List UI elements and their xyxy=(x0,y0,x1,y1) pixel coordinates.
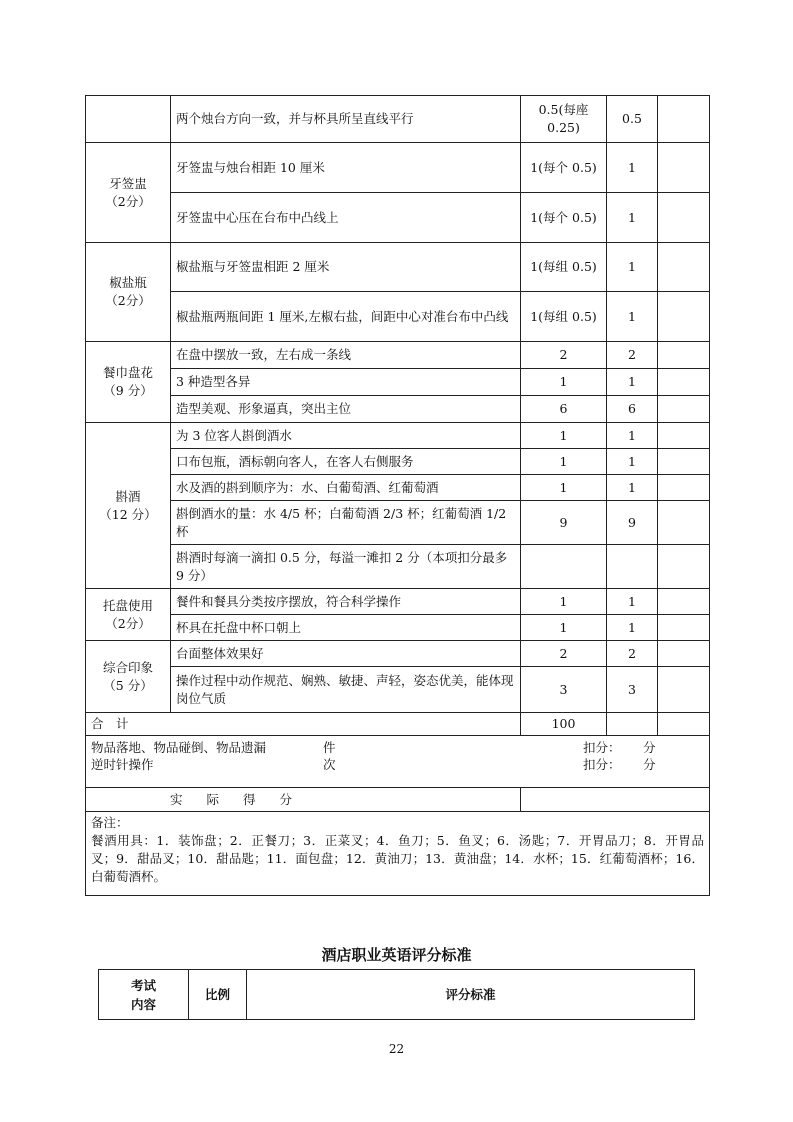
points-cell: 1 xyxy=(607,143,658,193)
score-cell: 1(每组 0.5) xyxy=(521,292,607,342)
penalty-unit: 件 xyxy=(323,740,336,755)
penalty-row xyxy=(86,736,710,788)
table-row xyxy=(86,475,710,501)
table-row xyxy=(86,396,710,423)
actual-score-row xyxy=(86,788,710,812)
penalty-deduct: 扣分： xyxy=(583,757,621,772)
score-cell: 1(每组 0.5) xyxy=(521,243,607,292)
item-cell: 椒盐瓶两瓶间距 1 厘米,左椒右盐，间距中心对准台布中凸线 xyxy=(171,292,521,342)
blank-cell xyxy=(658,369,710,396)
points-cell: 2 xyxy=(607,342,658,369)
penalty-item: 物品落地、物品碰倒、物品遗漏 xyxy=(91,740,267,755)
item-cell: 牙签盅中心压在台布中凸线上 xyxy=(171,193,521,243)
table-row xyxy=(86,449,710,475)
item-cell: 斟倒酒水的量：水 4/5 杯；白葡萄酒 2/3 杯；红葡萄酒 1/2 杯 xyxy=(171,501,521,545)
item-cell: 牙签盅与烛台相距 10 厘米 xyxy=(171,143,521,193)
header-criteria: 评分标准 xyxy=(247,970,695,1020)
score-cell: 1 xyxy=(521,589,607,615)
category-cell: 斟酒 （12 分） xyxy=(86,423,171,589)
blank-cell xyxy=(658,96,710,143)
actual-score-value xyxy=(521,788,710,812)
section-title: 酒店职业英语评分标准 xyxy=(321,946,472,964)
blank-cell xyxy=(658,501,710,545)
blank-cell xyxy=(658,243,710,292)
category-cell: 餐巾盘花 （9 分） xyxy=(86,342,171,423)
blank-cell xyxy=(658,713,710,736)
notes-heading: 备注： xyxy=(91,815,129,830)
table-row xyxy=(86,615,710,641)
blank-cell xyxy=(658,396,710,423)
table-row xyxy=(86,96,710,143)
blank-cell xyxy=(658,615,710,641)
blank-cell xyxy=(607,713,658,736)
english-scoring-table xyxy=(98,969,695,1020)
table-row xyxy=(86,589,710,615)
notes-cell xyxy=(86,812,710,896)
points-cell: 0.5 xyxy=(607,96,658,143)
table-row xyxy=(86,423,710,449)
item-cell: 台面整体效果好 xyxy=(171,641,521,667)
item-cell: 斟酒时每滴一滴扣 0.5 分，每溢一滩扣 2 分（本项扣分最多 9 分） xyxy=(171,545,521,589)
table-row xyxy=(86,369,710,396)
penalty-line xyxy=(91,756,704,773)
penalty-item: 逆时针操作 xyxy=(91,757,154,772)
table-row xyxy=(86,193,710,243)
points-cell: 2 xyxy=(607,641,658,667)
category-cell: 椒盐瓶 （2分） xyxy=(86,243,171,342)
points-cell: 6 xyxy=(607,396,658,423)
penalty-cell xyxy=(86,736,710,788)
table-row xyxy=(86,342,710,369)
blank-cell xyxy=(658,667,710,713)
score-cell xyxy=(521,545,607,589)
points-cell: 1 xyxy=(607,589,658,615)
item-cell: 两个烛台方向一致，并与杯具所呈直线平行 xyxy=(171,96,521,143)
score-cell: 0.5(每座0.25) xyxy=(521,96,607,143)
item-cell: 餐件和餐具分类按序摆放，符合科学操作 xyxy=(171,589,521,615)
blank-cell xyxy=(658,143,710,193)
item-cell: 为 3 位客人斟倒酒水 xyxy=(171,423,521,449)
item-cell: 水及酒的斟到顺序为：水、白葡萄酒、红葡萄酒 xyxy=(171,475,521,501)
item-cell: 口布包瓶，酒标朝向客人，在客人右侧服务 xyxy=(171,449,521,475)
penalty-fen: 分 xyxy=(643,740,656,755)
points-cell: 3 xyxy=(607,667,658,713)
page-number: 22 xyxy=(388,1042,405,1056)
points-cell xyxy=(607,545,658,589)
item-cell: 杯具在托盘中杯口朝上 xyxy=(171,615,521,641)
penalty-unit: 次 xyxy=(323,757,336,772)
score-cell: 3 xyxy=(521,667,607,713)
blank-cell xyxy=(658,475,710,501)
penalty-fen: 分 xyxy=(643,757,656,772)
table-header-row xyxy=(99,970,695,1020)
score-cell: 1 xyxy=(521,369,607,396)
notes-row xyxy=(86,812,710,896)
total-value: 100 xyxy=(521,713,607,736)
category-cell: 综合印象 （5 分） xyxy=(86,641,171,713)
category-cell: 牙签盅 （2分） xyxy=(86,143,171,243)
blank-cell xyxy=(658,449,710,475)
score-cell: 1 xyxy=(521,475,607,501)
table-row xyxy=(86,641,710,667)
category-cell: 托盘使用 （2分） xyxy=(86,589,171,641)
score-cell: 1(每个 0.5) xyxy=(521,143,607,193)
header-ratio: 比例 xyxy=(189,970,247,1020)
points-cell: 1 xyxy=(607,369,658,396)
item-cell: 操作过程中动作规范、娴熟、敏捷、声轻，姿态优美，能体现岗位气质 xyxy=(171,667,521,713)
category-cell xyxy=(86,96,171,143)
notes-text: 餐酒用具：1．装饰盘；2．正餐刀；3．正菜叉；4．鱼刀；5．鱼叉；6．汤匙；7．开胃品刀；8．开胃品叉；9．甜品叉；10．甜品匙；11．面包盘；12．黄油刀；13．黄油盘；14．水杯；15．红葡萄酒杯；16．白葡萄酒杯。 xyxy=(91,833,704,884)
score-cell: 2 xyxy=(521,641,607,667)
points-cell: 1 xyxy=(607,615,658,641)
penalty-line xyxy=(91,739,704,756)
points-cell: 1 xyxy=(607,193,658,243)
blank-cell xyxy=(658,292,710,342)
actual-score-label: 实 际 得 分 xyxy=(86,788,521,812)
item-cell: 在盘中摆放一致，左右成一条线 xyxy=(171,342,521,369)
score-cell: 1 xyxy=(521,449,607,475)
blank-cell xyxy=(658,589,710,615)
score-cell: 6 xyxy=(521,396,607,423)
total-label: 合 计 xyxy=(86,713,521,736)
score-cell: 1(每个 0.5) xyxy=(521,193,607,243)
blank-cell xyxy=(658,641,710,667)
score-cell: 2 xyxy=(521,342,607,369)
blank-cell xyxy=(658,193,710,243)
blank-cell xyxy=(658,423,710,449)
scoring-table xyxy=(85,95,710,896)
score-cell: 1 xyxy=(521,615,607,641)
table-row xyxy=(86,501,710,545)
table-row xyxy=(86,143,710,193)
item-cell: 3 种造型各异 xyxy=(171,369,521,396)
item-cell: 椒盐瓶与牙签盅相距 2 厘米 xyxy=(171,243,521,292)
total-row xyxy=(86,713,710,736)
points-cell: 9 xyxy=(607,501,658,545)
score-cell: 9 xyxy=(521,501,607,545)
points-cell: 1 xyxy=(607,449,658,475)
item-cell: 造型美观、形象逼真，突出主位 xyxy=(171,396,521,423)
points-cell: 1 xyxy=(607,292,658,342)
blank-cell xyxy=(658,342,710,369)
points-cell: 1 xyxy=(607,423,658,449)
points-cell: 1 xyxy=(607,475,658,501)
points-cell: 1 xyxy=(607,243,658,292)
score-cell: 1 xyxy=(521,423,607,449)
header-exam-content: 考试 内容 xyxy=(99,970,189,1020)
table-row xyxy=(86,545,710,589)
penalty-deduct: 扣分： xyxy=(583,740,621,755)
table-row xyxy=(86,667,710,713)
table-row xyxy=(86,292,710,342)
blank-cell xyxy=(658,545,710,589)
table-row xyxy=(86,243,710,292)
